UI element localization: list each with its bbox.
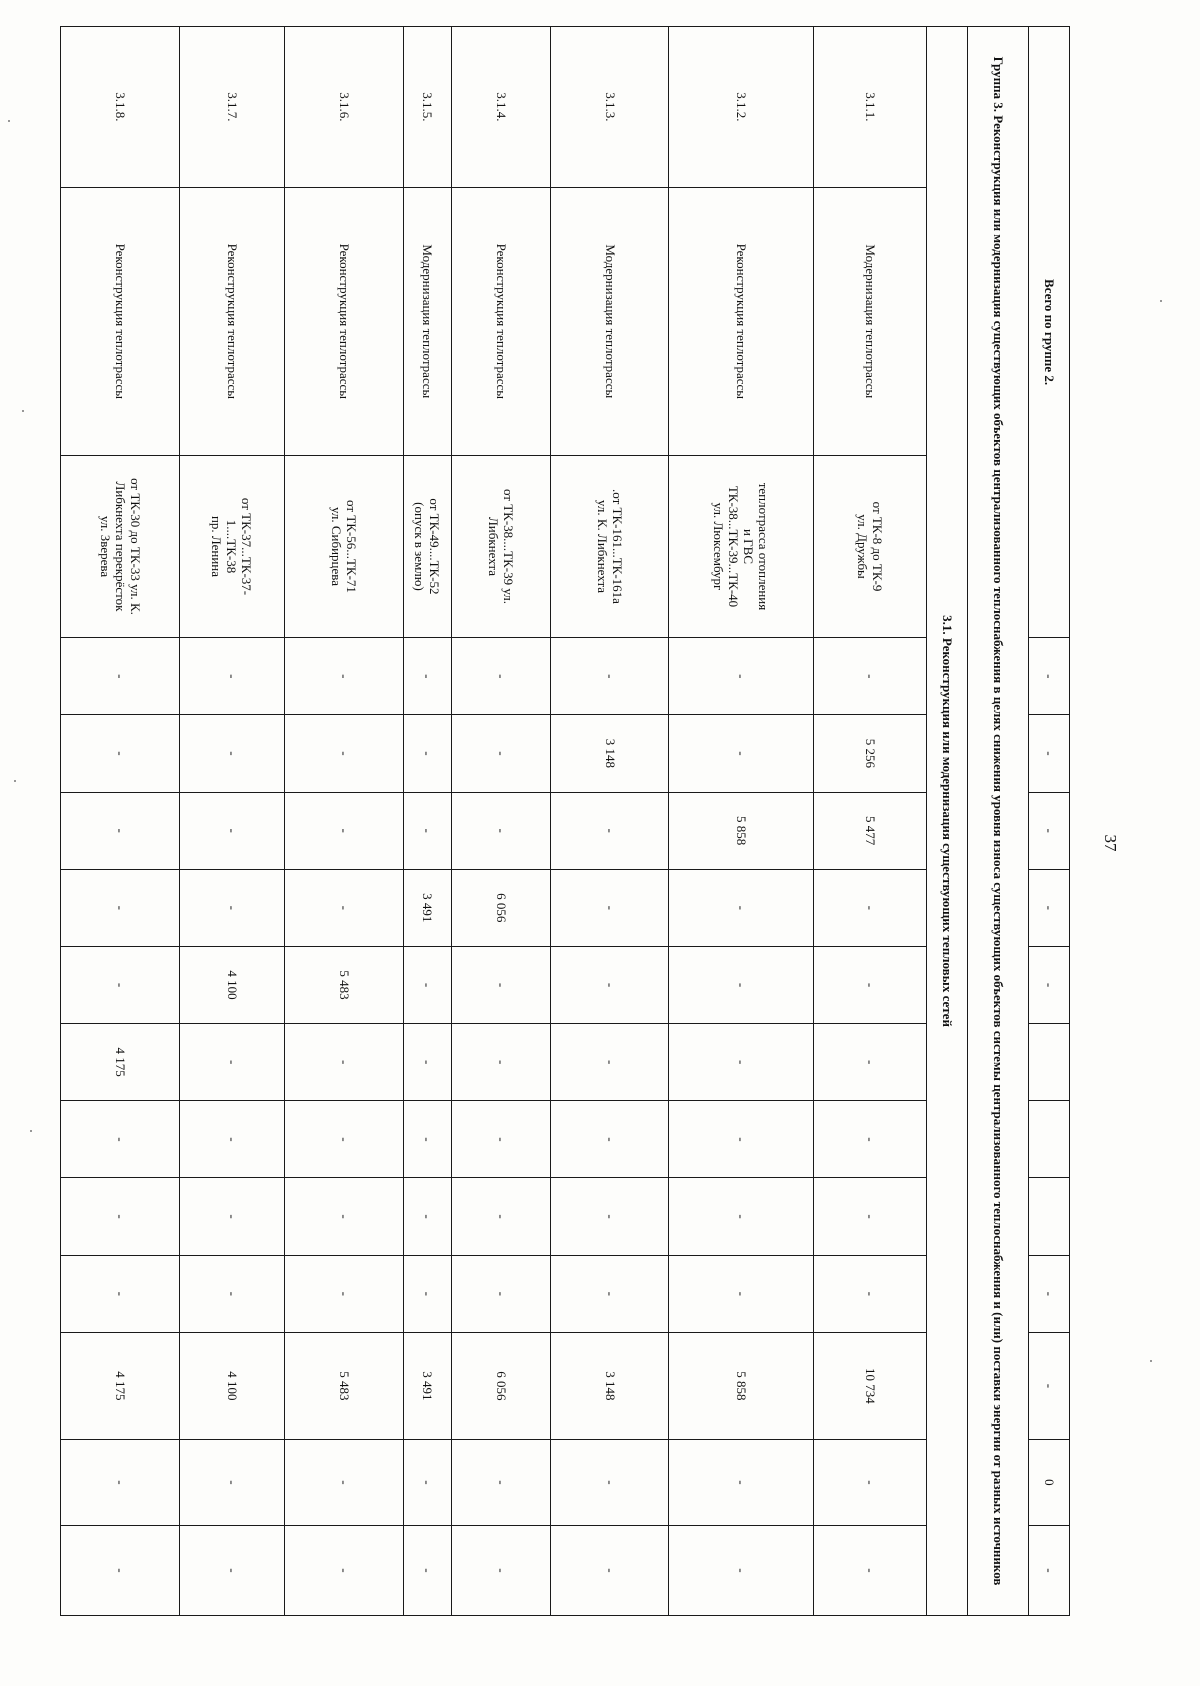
value-cell: - bbox=[403, 715, 451, 792]
value-cell: - bbox=[551, 638, 668, 715]
value-cell: 4 100 bbox=[180, 946, 284, 1023]
group-header: Группа 3. Реконструкция или модернизация существующих объектов централизованного теплоснабжения в целях снижения уровня износа существующих объектов системы централизованного теплоснабжения и (или) поставки энергии от разных источников bbox=[968, 27, 1029, 1616]
table-row bbox=[668, 27, 813, 1616]
value-cell: - bbox=[451, 1101, 551, 1178]
value-cell: - bbox=[284, 1024, 403, 1101]
value-cell: - bbox=[551, 792, 668, 869]
value-cell: - bbox=[813, 869, 926, 946]
total-row bbox=[1028, 27, 1069, 1616]
scan-speck bbox=[1160, 300, 1162, 302]
work-location bbox=[403, 455, 451, 637]
row-number: 3.1.8. bbox=[61, 27, 180, 188]
value-cell: - bbox=[284, 1440, 403, 1526]
value-cell: - bbox=[668, 1178, 813, 1255]
row-number: 3.1.3. bbox=[551, 27, 668, 188]
value-cell: - bbox=[180, 869, 284, 946]
total-row-label: Всего по группе 2. bbox=[1028, 27, 1069, 638]
value-cell: - bbox=[451, 792, 551, 869]
value-cell: - bbox=[668, 638, 813, 715]
location-line: пр. Ленина bbox=[209, 515, 225, 578]
value-cell: - bbox=[551, 1255, 668, 1332]
location-line: от ТК-30 до ТК-33 ул. К. bbox=[127, 478, 143, 615]
value-cell: 5 858 bbox=[668, 1332, 813, 1439]
value-cell: - bbox=[180, 1255, 284, 1332]
work-name: Реконструкция теплотрассы bbox=[451, 187, 551, 455]
location-line: Либкнехта bbox=[486, 516, 502, 577]
value-cell: - bbox=[551, 946, 668, 1023]
scan-speck bbox=[1150, 1360, 1152, 1362]
work-location bbox=[668, 455, 813, 637]
value-cell: 4 100 bbox=[180, 1332, 284, 1439]
value-cell: - bbox=[180, 1024, 284, 1101]
value-cell: 5 477 bbox=[813, 792, 926, 869]
value-cell: - bbox=[61, 946, 180, 1023]
value-cell: - bbox=[180, 1101, 284, 1178]
value-cell: - bbox=[61, 869, 180, 946]
value-cell: 10 734 bbox=[813, 1332, 926, 1439]
value-cell: - bbox=[284, 869, 403, 946]
value-cell: - bbox=[403, 792, 451, 869]
value-cell: - bbox=[403, 1101, 451, 1178]
work-location bbox=[813, 455, 926, 637]
table-row bbox=[180, 27, 284, 1616]
value-cell: - bbox=[403, 1178, 451, 1255]
work-name: Реконструкция теплотрассы bbox=[284, 187, 403, 455]
value-cell: - bbox=[61, 638, 180, 715]
value-cell: - bbox=[668, 1525, 813, 1615]
document-sheet bbox=[60, 26, 1070, 1616]
value-cell: - bbox=[451, 1440, 551, 1526]
location-line: от ТК-37...ТК-37- bbox=[239, 497, 255, 596]
value-cell: - bbox=[451, 1255, 551, 1332]
total-row-value: - bbox=[1028, 869, 1069, 946]
value-cell: - bbox=[668, 1101, 813, 1178]
value-cell: 4 175 bbox=[61, 1024, 180, 1101]
location-line: ТК-38...ТК-39...ТК-40 bbox=[725, 485, 741, 608]
work-name: Реконструкция теплотрассы bbox=[668, 187, 813, 455]
value-cell: 4 175 bbox=[61, 1332, 180, 1439]
value-cell: - bbox=[403, 1525, 451, 1615]
work-location bbox=[284, 455, 403, 637]
value-cell: - bbox=[451, 638, 551, 715]
location-line: ул. Сибирцева bbox=[328, 506, 344, 587]
table-row bbox=[61, 27, 180, 1616]
table-row bbox=[551, 27, 668, 1616]
value-cell: - bbox=[551, 1525, 668, 1615]
value-cell: - bbox=[813, 1101, 926, 1178]
value-cell: 3 491 bbox=[403, 1332, 451, 1439]
row-number: 3.1.5. bbox=[403, 27, 451, 188]
value-cell: - bbox=[61, 1255, 180, 1332]
value-cell: - bbox=[284, 1255, 403, 1332]
value-cell: 3 148 bbox=[551, 715, 668, 792]
total-row-value: - bbox=[1028, 1525, 1069, 1615]
row-number: 3.1.2. bbox=[668, 27, 813, 188]
value-cell: - bbox=[813, 1440, 926, 1526]
work-location bbox=[61, 455, 180, 637]
location-line: ул. Дружбы bbox=[854, 514, 870, 579]
row-number: 3.1.1. bbox=[813, 27, 926, 188]
total-row-value: - bbox=[1028, 946, 1069, 1023]
work-name: Модернизация теплотрассы bbox=[403, 187, 451, 455]
value-cell: - bbox=[551, 1440, 668, 1526]
value-cell: 6 056 bbox=[451, 869, 551, 946]
value-cell: - bbox=[451, 1024, 551, 1101]
value-cell: - bbox=[813, 638, 926, 715]
value-cell: - bbox=[403, 1440, 451, 1526]
value-cell: - bbox=[668, 869, 813, 946]
work-location bbox=[551, 455, 668, 637]
work-name: Реконструкция теплотрассы bbox=[180, 187, 284, 455]
location-line: .от ТК-161...ТК-161а bbox=[609, 489, 625, 604]
value-cell: 5 858 bbox=[668, 792, 813, 869]
rotated-table-container bbox=[60, 26, 1070, 1616]
value-cell: - bbox=[180, 1178, 284, 1255]
location-line: от ТК-38....ТК-39 ул. bbox=[501, 488, 517, 605]
value-cell: - bbox=[813, 1255, 926, 1332]
value-cell: - bbox=[61, 1525, 180, 1615]
table-row bbox=[403, 27, 451, 1616]
value-cell: - bbox=[668, 1255, 813, 1332]
value-cell: - bbox=[451, 1178, 551, 1255]
work-location bbox=[180, 455, 284, 637]
value-cell: 3 491 bbox=[403, 869, 451, 946]
value-cell: - bbox=[668, 1024, 813, 1101]
value-cell: - bbox=[61, 1178, 180, 1255]
value-cell: - bbox=[284, 1178, 403, 1255]
location-line: (опуск в землю) bbox=[412, 502, 428, 591]
table-row bbox=[813, 27, 926, 1616]
subgroup-header-row bbox=[926, 27, 967, 1616]
value-cell: - bbox=[61, 715, 180, 792]
value-cell: - bbox=[551, 1101, 668, 1178]
value-cell: - bbox=[284, 792, 403, 869]
investment-table bbox=[60, 26, 1070, 1616]
group-header-row bbox=[968, 27, 1029, 1616]
value-cell: 5 483 bbox=[284, 1332, 403, 1439]
value-cell: 5 483 bbox=[284, 946, 403, 1023]
total-row-value bbox=[1028, 1024, 1069, 1101]
location-line: от ТК-8 до ТК-9 bbox=[869, 501, 885, 592]
value-cell: - bbox=[180, 715, 284, 792]
value-cell: - bbox=[813, 1024, 926, 1101]
value-cell: - bbox=[813, 1178, 926, 1255]
scan-speck bbox=[14, 780, 16, 782]
work-name: Модернизация теплотрассы bbox=[813, 187, 926, 455]
value-cell: - bbox=[668, 946, 813, 1023]
location-line: Либкнехта перекрёсток bbox=[112, 481, 128, 612]
value-cell: - bbox=[61, 792, 180, 869]
total-row-value: - bbox=[1028, 1332, 1069, 1439]
value-cell: - bbox=[551, 869, 668, 946]
value-cell: - bbox=[451, 946, 551, 1023]
location-line: ул. К. Либкнехта bbox=[594, 499, 610, 594]
total-row-value bbox=[1028, 1178, 1069, 1255]
value-cell: - bbox=[61, 1440, 180, 1526]
value-cell: - bbox=[403, 1024, 451, 1101]
value-cell: - bbox=[403, 946, 451, 1023]
total-row-value: - bbox=[1028, 1255, 1069, 1332]
total-row-value: - bbox=[1028, 715, 1069, 792]
row-number: 3.1.4. bbox=[451, 27, 551, 188]
value-cell: - bbox=[284, 715, 403, 792]
value-cell: - bbox=[180, 1440, 284, 1526]
scan-speck bbox=[30, 1130, 32, 1132]
location-line: теплотрасса отопления bbox=[755, 482, 771, 611]
location-line: 1....ТК-38 bbox=[224, 519, 240, 574]
value-cell: - bbox=[813, 946, 926, 1023]
value-cell: - bbox=[551, 1178, 668, 1255]
location-line: ул. Зверева bbox=[97, 515, 113, 578]
work-name: Реконструкция теплотрассы bbox=[61, 187, 180, 455]
page-number: 37 bbox=[1101, 834, 1120, 852]
location-line: от ТК-56...ТК-71 bbox=[343, 500, 359, 593]
scan-speck bbox=[22, 410, 24, 412]
value-cell: - bbox=[451, 1525, 551, 1615]
location-line: и ГВС bbox=[740, 528, 756, 565]
value-cell: - bbox=[180, 638, 284, 715]
value-cell: - bbox=[813, 1525, 926, 1615]
value-cell: 6 056 bbox=[451, 1332, 551, 1439]
value-cell: - bbox=[284, 1525, 403, 1615]
value-cell: - bbox=[403, 1255, 451, 1332]
value-cell: - bbox=[451, 715, 551, 792]
table-row bbox=[451, 27, 551, 1616]
value-cell: - bbox=[668, 715, 813, 792]
value-cell: - bbox=[551, 1024, 668, 1101]
scan-speck bbox=[8, 120, 10, 122]
value-cell: - bbox=[61, 1101, 180, 1178]
total-row-value: - bbox=[1028, 638, 1069, 715]
value-cell: 5 256 bbox=[813, 715, 926, 792]
work-location bbox=[451, 455, 551, 637]
total-row-value: 0 bbox=[1028, 1440, 1069, 1526]
value-cell: - bbox=[180, 1525, 284, 1615]
row-number: 3.1.7. bbox=[180, 27, 284, 188]
row-number: 3.1.6. bbox=[284, 27, 403, 188]
work-name: Модернизация теплотрассы bbox=[551, 187, 668, 455]
value-cell: - bbox=[284, 638, 403, 715]
value-cell: - bbox=[180, 792, 284, 869]
value-cell: - bbox=[284, 1101, 403, 1178]
value-cell: - bbox=[668, 1440, 813, 1526]
total-row-value bbox=[1028, 1101, 1069, 1178]
value-cell: 3 148 bbox=[551, 1332, 668, 1439]
total-row-value: - bbox=[1028, 792, 1069, 869]
value-cell: - bbox=[403, 638, 451, 715]
location-line: от ТК-49....ТК-52 bbox=[427, 498, 443, 595]
location-line: ул. Люксембург bbox=[710, 502, 726, 591]
table-row bbox=[284, 27, 403, 1616]
subgroup-header: 3.1. Реконструкция или модернизация существующих тепловых сетей bbox=[926, 27, 967, 1616]
